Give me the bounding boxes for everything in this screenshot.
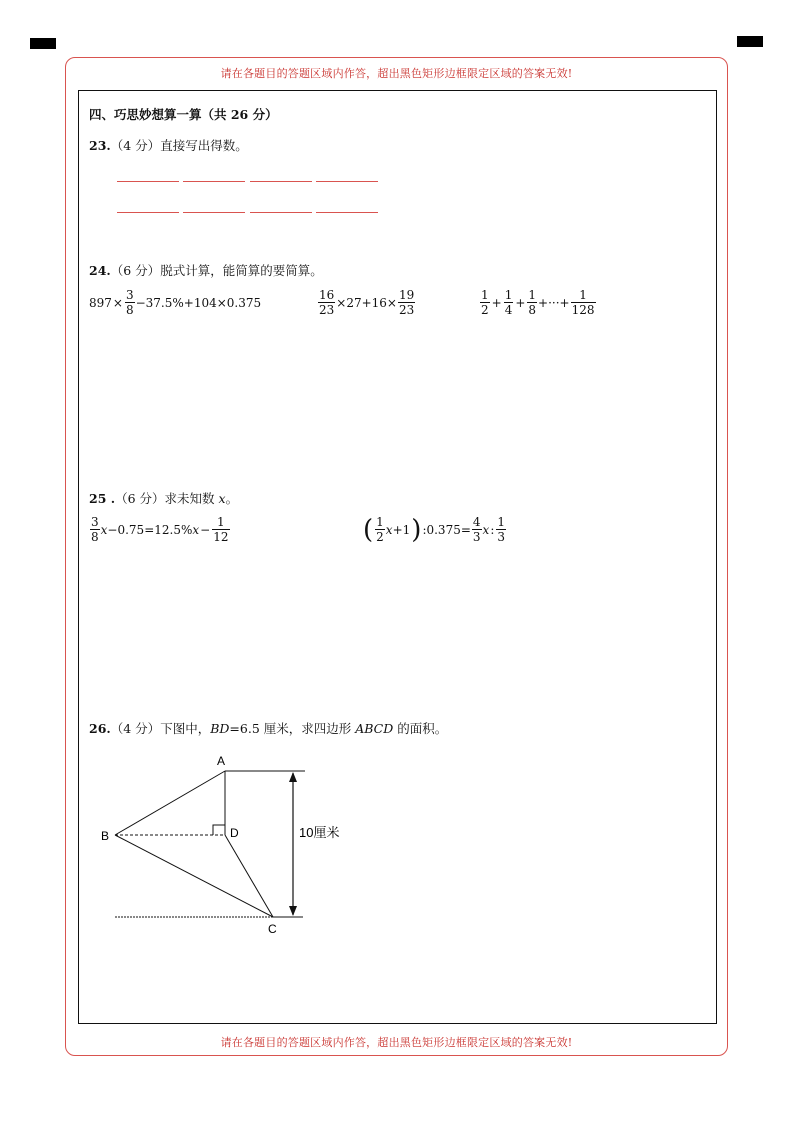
question-prompt: 脱式计算，能简算的要简算。	[160, 263, 323, 278]
question-points: （6 分）	[110, 263, 161, 278]
footer-notice: 请在各题目的答题区域内作答，超出黑色矩形边框限定区域的答案无效!	[220, 1036, 573, 1049]
quadrilateral-diagram	[79, 91, 716, 1023]
header-notice: 请在各题目的答题区域内作答，超出黑色矩形边框限定区域的答案无效!	[220, 67, 573, 80]
label-D: D	[230, 826, 239, 840]
question-points: （6 分）	[115, 491, 165, 506]
edge-BA	[115, 771, 225, 835]
registration-mark-right	[737, 36, 763, 47]
label-B: B	[101, 829, 110, 843]
equation-25-1: $\frac{3}{8}$ x −0.75=12.5% x − $\frac{1}{12}$	[91, 515, 229, 544]
expression-24-3: $\frac{1}{2}$ + $\frac{1}{4}$ + $\frac{1}{8}$ +···+ $\frac{1}{128}$	[481, 288, 595, 317]
question-prompt: 直接写出得数。	[160, 138, 248, 153]
height-arrow-head-top	[289, 772, 297, 782]
question-number: 25 .	[89, 491, 116, 506]
question-prompt: 求未知数	[164, 491, 215, 506]
label-A: A	[217, 754, 226, 768]
right-angle-mark	[213, 825, 225, 835]
expression-24-1: 897 × $\frac{3}{8}$ −37.5%+104×0.375	[89, 288, 262, 317]
question-points: （4 分）	[110, 721, 161, 736]
height-arrow-head-bottom	[289, 906, 297, 916]
section-title: 四、巧思妙想算一算（共 26 分）	[89, 107, 278, 122]
answer-area-frame	[65, 57, 728, 1056]
answer-box	[78, 90, 717, 1024]
question-number: 24.	[89, 263, 111, 278]
question-26: 26.（4 分）下图中，BD=6.5 厘米，求四边形 ABCD 的面积。	[89, 721, 448, 736]
registration-mark-left	[30, 38, 56, 49]
question-points: （4 分）	[110, 138, 161, 153]
question-25: 25 .（6 分）求未知数 x。	[89, 491, 239, 506]
label-height: 10厘米	[299, 825, 340, 840]
question-number: 26.	[89, 721, 111, 736]
label-C: C	[268, 922, 277, 936]
expression-24-2: $\frac{16}{23}$ ×27+16× $\frac{19}{23}$	[319, 288, 415, 317]
equation-25-2: ( $\frac{1}{2}$ x +1 ) :0.375= $\frac{4}{3}$ x : $\frac{1}{3}$	[363, 514, 505, 545]
question-number: 23.	[89, 138, 111, 153]
